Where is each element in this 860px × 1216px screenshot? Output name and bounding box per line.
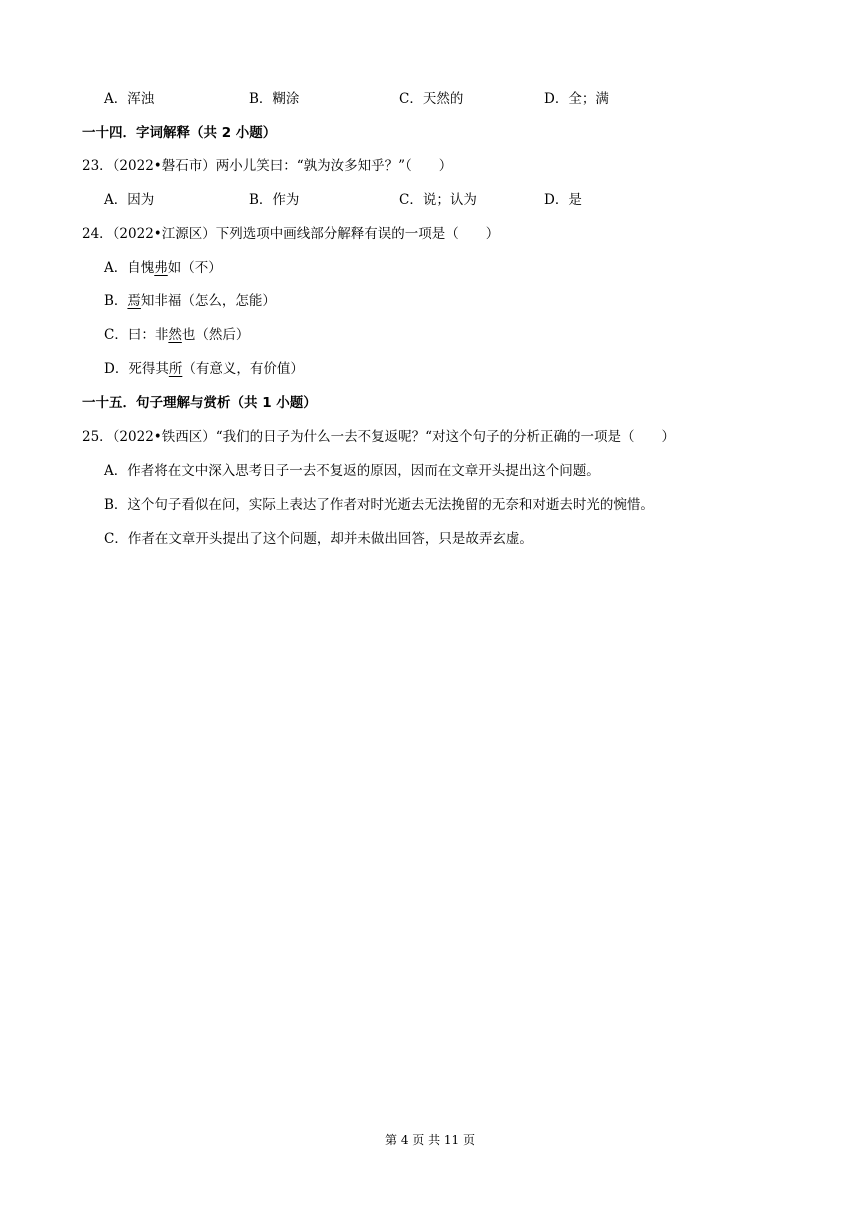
option-label: B． bbox=[104, 293, 128, 309]
q22-option-d: D．全；满 bbox=[544, 91, 609, 107]
option-text-post: 也（然后） bbox=[181, 327, 250, 343]
page-footer: 第 4 页 共 11 页 bbox=[385, 1133, 475, 1147]
q23-option-b: B．作为 bbox=[249, 192, 300, 208]
underlined-word: 焉 bbox=[127, 293, 141, 309]
q25-option-c: C．作者在文章开头提出了这个问题，却并未做出回答，只是故弄玄虚。 bbox=[104, 531, 533, 547]
q24-option-a bbox=[104, 258, 222, 278]
q23-option-c: C．说；认为 bbox=[399, 192, 477, 208]
option-text-post: 知非福（怎么，怎能） bbox=[140, 293, 276, 309]
q25-option-a: A．作者将在文中深入思考日子一去不复返的原因，因而在文章开头提出这个问题。 bbox=[104, 463, 600, 479]
option-text-post: （有意义，有价值） bbox=[182, 361, 304, 377]
option-label: A． bbox=[104, 260, 128, 276]
section-heading-14: 一十四．字词解释（共 2 小题） bbox=[82, 125, 277, 141]
option-text-pre: 死得其 bbox=[128, 361, 169, 377]
q23-option-d: D．是 bbox=[544, 192, 582, 208]
option-text-pre: 曰：非 bbox=[127, 327, 169, 343]
option-text-post: 如（不） bbox=[167, 260, 222, 276]
q25-option-b: B．这个句子看似在问，实际上表达了作者对时光逝去无法挽留的无奈和对逝去时光的惋惜。 bbox=[104, 497, 654, 513]
q22-option-a: A．浑浊 bbox=[104, 91, 155, 107]
question-25-stem: 25．（2022•铁西区）“我们的日子为什么一去不复返呢？“对这个句子的分析正确的一项是（ ） bbox=[82, 429, 676, 445]
q22-option-b: B．糊涂 bbox=[249, 91, 300, 107]
underlined-word: 然 bbox=[168, 327, 182, 343]
q22-option-c: C．天然的 bbox=[399, 91, 464, 107]
q24-option-c bbox=[104, 325, 249, 345]
q24-option-d bbox=[104, 359, 304, 379]
underlined-word: 弗 bbox=[154, 260, 168, 276]
question-23-stem: 23．（2022•磐石市）两小儿笑曰：“孰为汝多知乎？”（ ） bbox=[82, 158, 453, 174]
underlined-word: 所 bbox=[168, 361, 183, 377]
question-24-stem: 24．（2022•江源区）下列选项中画线部分解释有误的一项是（ ） bbox=[82, 226, 500, 242]
section-heading-15: 一十五．句子理解与赏析（共 1 小题） bbox=[82, 395, 317, 411]
option-label: D． bbox=[104, 361, 129, 377]
option-text-pre: 自愧 bbox=[127, 260, 155, 276]
q24-option-b bbox=[104, 291, 276, 311]
q23-option-a: A．因为 bbox=[104, 192, 155, 208]
option-label: C． bbox=[104, 327, 128, 343]
